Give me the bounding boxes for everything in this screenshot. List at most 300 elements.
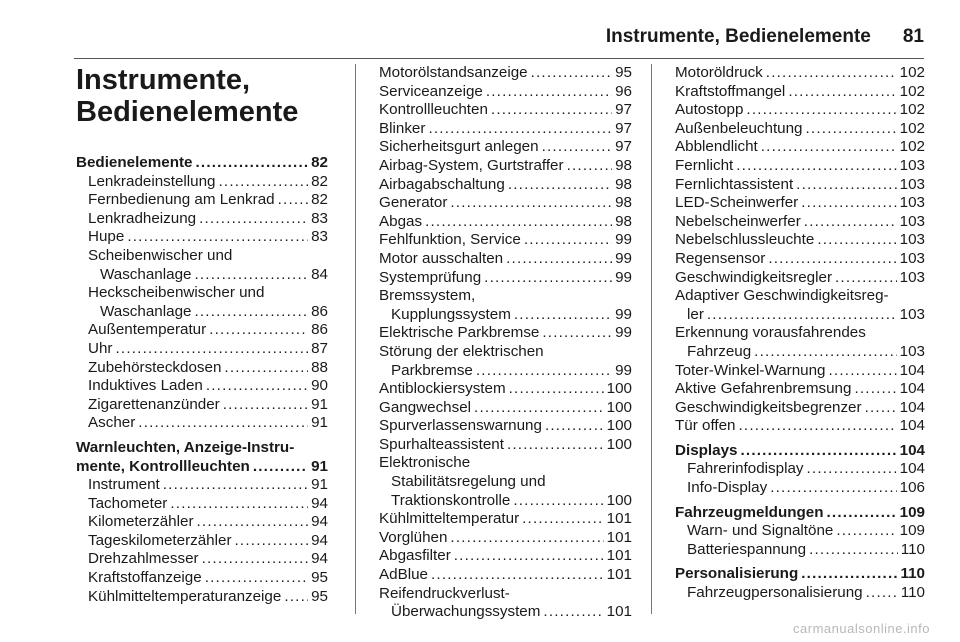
toc-entry-link[interactable] <box>675 64 925 83</box>
dot-leader <box>543 603 603 622</box>
toc-page-number: 104 <box>899 398 925 416</box>
toc-page-number: 99 <box>615 361 632 379</box>
toc-entry-text: Parkbremse <box>391 361 473 379</box>
dot-leader <box>127 228 308 247</box>
toc-entry-text: Traktionskontrolle <box>391 491 511 509</box>
dot-leader <box>206 377 308 396</box>
dot-leader <box>509 380 604 399</box>
dot-leader <box>567 157 613 176</box>
toc-entry-text: Warn- und Signaltöne <box>687 522 834 540</box>
toc-page-number: 101 <box>606 566 632 584</box>
toc-entry-text: Abblendlicht <box>675 138 758 156</box>
toc-page-number: 98 <box>615 175 632 193</box>
toc-page-number: 87 <box>311 339 328 357</box>
toc-entry-link[interactable] <box>76 476 328 495</box>
dot-leader <box>284 588 308 607</box>
header-rule <box>74 58 924 59</box>
toc-entry-text: Bedienelemente <box>76 154 193 171</box>
toc-entry-text: Airbagabschaltung <box>379 175 505 193</box>
toc-entry-text: Nebelschlussleuchte <box>675 231 815 249</box>
dot-leader <box>835 269 897 288</box>
toc-entry-link[interactable] <box>675 231 925 250</box>
toc-page-number: 97 <box>615 119 632 137</box>
toc-page-number: 83 <box>311 209 328 227</box>
dot-leader <box>542 138 613 157</box>
dot-leader <box>817 231 896 250</box>
dot-leader <box>740 442 896 461</box>
toc-list <box>379 64 632 622</box>
toc-entry-text: Tür offen <box>675 417 736 435</box>
toc-page-number: 98 <box>615 156 632 174</box>
toc-entry-link[interactable] <box>675 213 925 232</box>
toc-entry-link[interactable] <box>76 414 328 433</box>
toc-entry-text: Vorglühen <box>379 528 448 546</box>
toc-entry-link[interactable] <box>379 101 632 120</box>
toc-page-number: 104 <box>899 441 925 459</box>
toc-page-number: 102 <box>899 82 925 100</box>
toc-entry-text: Regensensor <box>675 249 766 267</box>
dot-leader <box>507 436 604 455</box>
toc-entry-link[interactable] <box>379 436 632 455</box>
toc-page-number: 101 <box>606 528 632 546</box>
dot-leader <box>115 340 308 359</box>
dot-leader <box>854 380 896 399</box>
toc-entry-text: Elektrische Parkbremse <box>379 324 540 342</box>
chapter-title-line: Instrumente, <box>76 64 251 96</box>
toc-entry-text: Reifendruckverlust- <box>379 584 510 602</box>
dot-leader <box>522 510 604 529</box>
dot-leader <box>796 176 896 195</box>
toc-entry-label <box>379 454 632 473</box>
toc-entry-text: Zubehörsteckdosen <box>88 358 222 376</box>
toc-page-number: 97 <box>615 138 632 156</box>
toc-page-number: 109 <box>899 503 925 521</box>
toc-page-number: 99 <box>615 249 632 267</box>
dot-leader <box>866 584 898 603</box>
toc-page-number: 103 <box>899 194 925 212</box>
toc-entry-link[interactable] <box>675 83 925 102</box>
toc-entry-link[interactable] <box>675 120 925 139</box>
toc-page-number: 90 <box>311 377 328 395</box>
toc-page-number: 86 <box>311 302 328 320</box>
dot-leader <box>278 191 308 210</box>
toc-page-number: 101 <box>606 603 632 621</box>
toc-entry-link[interactable] <box>379 83 632 102</box>
dot-leader <box>195 154 308 173</box>
toc-page-number: 95 <box>615 64 632 81</box>
toc-page-number: 94 <box>311 513 328 531</box>
toc-entry-text: AdBlue <box>379 566 428 584</box>
toc-entry-text: Fehlfunktion, Service <box>379 231 521 249</box>
dot-leader <box>766 64 897 83</box>
toc-entry-text: mente, Kontrollleuchten <box>76 457 250 475</box>
dot-leader <box>827 504 897 523</box>
toc-entry-text: Uhr <box>88 339 113 357</box>
toc-entry-link[interactable] <box>76 228 328 247</box>
dot-leader <box>224 359 308 378</box>
header-title: Instrumente, Bedienelemente <box>605 26 871 47</box>
toc-entry-link[interactable] <box>379 250 632 269</box>
toc-entry-text: Motoröldruck <box>675 64 763 81</box>
toc-entry-label <box>76 439 328 458</box>
toc-entry-link[interactable] <box>675 250 925 269</box>
column-divider <box>651 64 652 614</box>
toc-page-number: 103 <box>899 342 925 360</box>
toc-entry-link[interactable] <box>76 550 328 569</box>
toc-entry-text: Erkennung vorausfahrendes <box>675 324 866 342</box>
toc-entry-text: LED-Scheinwerfer <box>675 194 799 212</box>
toc-entry-label <box>76 284 328 303</box>
toc-page-number: 101 <box>606 547 632 565</box>
column-divider <box>355 64 356 614</box>
dot-leader <box>209 321 308 340</box>
dot-leader <box>486 83 612 102</box>
toc-entry-text: Elektronische <box>379 454 471 472</box>
toc-entry-text: Aktive Gefahrenbremsung <box>675 380 852 398</box>
toc-entry-link[interactable] <box>76 321 328 340</box>
toc-entry-link[interactable] <box>76 588 328 607</box>
dot-leader <box>788 83 896 102</box>
toc-page-number: 100 <box>606 417 632 435</box>
dot-leader <box>506 250 612 269</box>
toc-entry-link[interactable] <box>379 529 632 548</box>
toc-entry-text: Ascher <box>88 414 136 432</box>
toc-page-number: 91 <box>311 395 328 413</box>
toc-entry-text: Kilometerzähler <box>88 513 194 531</box>
dot-leader <box>474 399 604 418</box>
toc-entry-text: Kühlmitteltemperatur <box>379 510 520 528</box>
dot-leader <box>531 64 613 83</box>
toc-page-number: 82 <box>311 172 328 190</box>
toc-entry-link[interactable] <box>379 138 632 157</box>
toc-entry-link[interactable] <box>379 231 632 250</box>
toc-entry-link[interactable] <box>675 479 925 498</box>
toc-page-number: 103 <box>899 268 925 286</box>
dot-leader <box>804 213 897 232</box>
toc-entry-link[interactable] <box>379 603 632 622</box>
toc-entry-link[interactable] <box>675 157 925 176</box>
toc-entry-text: Fahrerinfodisplay <box>687 460 804 478</box>
toc-entry-link[interactable] <box>379 547 632 566</box>
toc-page-number: 96 <box>615 82 632 100</box>
toc-entry-link[interactable] <box>675 138 925 157</box>
toc-entry-link[interactable] <box>675 362 925 381</box>
toc-entry-text: Kühlmitteltemperaturanzeige <box>88 587 282 605</box>
toc-entry-link[interactable] <box>379 120 632 139</box>
toc-page-number: 103 <box>899 305 925 323</box>
toc-entry-link[interactable] <box>675 522 925 541</box>
toc-entry-link[interactable] <box>76 513 328 532</box>
toc-page-number: 100 <box>606 491 632 509</box>
toc-entry-link[interactable] <box>379 157 632 176</box>
toc-entry-link[interactable] <box>379 306 632 325</box>
toc-column-3 <box>675 64 925 603</box>
dot-leader <box>235 532 309 551</box>
toc-page-number: 98 <box>615 212 632 230</box>
toc-entry-text: Blinker <box>379 119 426 137</box>
toc-entry-label <box>76 247 328 266</box>
toc-page-number: 104 <box>899 380 925 398</box>
toc-entry-text: Geschwindigkeitsregler <box>675 268 833 286</box>
toc-entry-text: Motor ausschalten <box>379 249 504 267</box>
dot-leader <box>739 417 897 436</box>
toc-entry-text: Adaptiver Geschwindigkeitsreg- <box>675 287 889 305</box>
toc-entry-link[interactable] <box>675 194 925 213</box>
toc-entry-link[interactable] <box>76 210 328 229</box>
dot-leader <box>770 479 896 498</box>
dot-leader <box>865 399 897 418</box>
toc-page-number: 103 <box>899 212 925 230</box>
toc-entry-text: Waschanlage <box>100 302 192 320</box>
dot-leader <box>524 231 612 250</box>
toc-entry-text: Gangwechsel <box>379 398 472 416</box>
toc-entry-text: Kraftstoffanzeige <box>88 569 202 587</box>
toc-entry-text: Info-Display <box>687 479 768 497</box>
dot-leader <box>170 495 308 514</box>
toc-page-number: 83 <box>311 228 328 246</box>
toc-entry-label <box>675 287 925 306</box>
toc-entry-text: Hupe <box>88 228 125 246</box>
toc-entry-text: Kupplungssystem <box>391 305 511 323</box>
toc-entry-text: Kraftstoffmangel <box>675 82 786 100</box>
toc-page-number: 106 <box>899 479 925 497</box>
dot-leader <box>194 266 308 285</box>
dot-leader <box>542 324 612 343</box>
toc-section-link[interactable] <box>675 442 925 461</box>
toc-entry-text: Waschanlage <box>100 265 192 283</box>
toc-page-number: 99 <box>615 231 632 249</box>
dot-leader <box>836 522 896 541</box>
toc-entry-text: Fernlichtassistent <box>675 175 794 193</box>
toc-entry-link[interactable] <box>675 380 925 399</box>
dot-leader <box>194 303 308 322</box>
dot-leader <box>707 306 897 325</box>
toc-entry-link[interactable] <box>76 359 328 378</box>
toc-entry-link[interactable] <box>379 492 632 511</box>
toc-entry-link[interactable] <box>76 377 328 396</box>
dot-leader <box>202 550 309 569</box>
toc-entry-text: Scheibenwischer und <box>88 246 233 264</box>
toc-entry-text: Tageskilometerzähler <box>88 531 232 549</box>
toc-entry-text: Heckscheibenwischer und <box>88 284 265 302</box>
toc-entry-text: Sicherheitsgurt anlegen <box>379 138 539 156</box>
toc-entry-link[interactable] <box>379 417 632 436</box>
toc-entry-link[interactable] <box>379 213 632 232</box>
dot-leader <box>484 269 612 288</box>
toc-entry-text: Lenkradheizung <box>88 209 197 227</box>
toc-entry-text: Displays <box>675 441 738 459</box>
toc-entry-text: Abgasfilter <box>379 547 451 565</box>
toc-entry-text: Personalisierung <box>675 565 799 583</box>
dot-leader <box>205 569 308 588</box>
toc-entry-text: Drehzahlmesser <box>88 550 199 568</box>
toc-entry-link[interactable] <box>76 495 328 514</box>
toc-entry-text: Störung der elektrischen <box>379 342 544 360</box>
toc-entry-text: Außenbeleuchtung <box>675 119 803 137</box>
chapter-title-line: Bedienelemente <box>76 96 299 128</box>
toc-page-number: 99 <box>615 268 632 286</box>
toc-entry-text: Serviceanzeige <box>379 82 483 100</box>
dot-leader <box>545 417 604 436</box>
toc-page-number: 98 <box>615 194 632 212</box>
watermark: carmanualsonline.info <box>793 621 930 636</box>
toc-entry-link[interactable] <box>76 396 328 415</box>
dot-leader <box>138 414 308 433</box>
toc-page-number: 100 <box>606 435 632 453</box>
toc-entry-label <box>675 324 925 343</box>
dot-leader <box>736 157 896 176</box>
toc-entry-link[interactable] <box>675 417 925 436</box>
toc-page-number: 103 <box>899 231 925 249</box>
toc-page-number: 99 <box>615 305 632 323</box>
toc-page-number: 103 <box>899 156 925 174</box>
toc-entry-link[interactable] <box>379 510 632 529</box>
toc-page-number: 100 <box>606 398 632 416</box>
toc-entry-text: Generator <box>379 194 448 212</box>
dot-leader <box>431 566 604 585</box>
toc-page-number: 91 <box>311 457 328 475</box>
dot-leader <box>801 194 896 213</box>
toc-entry-label <box>379 343 632 362</box>
page-header <box>606 26 924 48</box>
toc-entry-link[interactable] <box>675 460 925 479</box>
toc-column-2 <box>379 64 632 622</box>
toc-entry-text: Induktives Laden <box>88 377 203 395</box>
dot-leader <box>454 547 604 566</box>
toc-entry-text: Warnleuchten, Anzeige-Instru- <box>76 438 295 456</box>
toc-page-number: 95 <box>311 587 328 605</box>
toc-entry-link[interactable] <box>379 269 632 288</box>
toc-page-number: 103 <box>899 175 925 193</box>
toc-section-link[interactable] <box>76 458 328 477</box>
toc-entry-label <box>379 473 632 492</box>
toc-list <box>675 64 925 603</box>
toc-entry-link[interactable] <box>379 380 632 399</box>
dot-leader <box>801 565 897 584</box>
toc-entry-text: Tachometer <box>88 494 168 512</box>
toc-page-number: 91 <box>311 476 328 494</box>
toc-page-number: 102 <box>899 64 925 81</box>
toc-page-number: 84 <box>311 265 328 283</box>
toc-entry-text: ler <box>687 305 704 323</box>
toc-entry-link[interactable] <box>76 303 328 322</box>
toc-entry-text: Nebelscheinwerfer <box>675 212 801 230</box>
page-number: 81 <box>902 26 924 47</box>
toc-entry-text: Instrument <box>88 476 160 494</box>
toc-entry-link[interactable] <box>379 399 632 418</box>
toc-entry-text: Motorölstandsanzeige <box>379 64 528 81</box>
toc-entry-text: Überwachungssystem <box>391 603 541 621</box>
toc-entry-link[interactable] <box>379 64 632 83</box>
toc-page-number: 110 <box>900 540 925 558</box>
toc-entry-text: Stabilitätsregelung und <box>391 473 546 491</box>
toc-entry-link[interactable] <box>675 101 925 120</box>
dot-leader <box>428 120 612 139</box>
toc-page-number: 94 <box>311 494 328 512</box>
toc-entry-link[interactable] <box>379 324 632 343</box>
toc-page-number: 94 <box>311 531 328 549</box>
dot-leader <box>806 120 897 139</box>
dot-leader <box>253 458 308 477</box>
dot-leader <box>199 210 308 229</box>
toc-entry-text: Antiblockiersystem <box>379 380 506 398</box>
toc-entry-link[interactable] <box>675 176 925 195</box>
dot-leader <box>746 101 896 120</box>
toc-entry-text: Außentemperatur <box>88 321 207 339</box>
toc-entry-link[interactable] <box>76 340 328 359</box>
toc-entry-link[interactable] <box>379 362 632 381</box>
dot-leader <box>197 513 309 532</box>
dot-leader <box>425 213 612 232</box>
toc-page-number: 110 <box>900 584 925 602</box>
toc-entry-link[interactable] <box>675 343 925 362</box>
toc-entry-link[interactable] <box>675 584 925 603</box>
dot-leader <box>829 362 897 381</box>
toc-entry-text: Fahrzeugpersonalisierung <box>687 584 863 602</box>
toc-list <box>76 154 328 606</box>
toc-entry-link[interactable] <box>379 194 632 213</box>
toc-page-number: 95 <box>311 569 328 587</box>
dot-leader <box>508 176 612 195</box>
dot-leader <box>163 476 308 495</box>
toc-section-link[interactable] <box>675 565 925 584</box>
toc-entry-link[interactable] <box>76 173 328 192</box>
toc-entry-label <box>379 287 632 306</box>
toc-page-number: 104 <box>899 417 925 435</box>
toc-page-number: 102 <box>899 138 925 156</box>
toc-entry-link[interactable] <box>675 399 925 418</box>
toc-page-number: 104 <box>899 361 925 379</box>
toc-page-number: 109 <box>899 522 925 540</box>
toc-page-number: 103 <box>899 249 925 267</box>
toc-entry-text: Systemprüfung <box>379 268 482 286</box>
dot-leader <box>513 492 603 511</box>
toc-entry-link[interactable] <box>76 532 328 551</box>
toc-section-link[interactable] <box>675 504 925 523</box>
toc-entry-label <box>379 585 632 604</box>
chapter-title <box>76 64 328 128</box>
toc-entry-link[interactable] <box>675 306 925 325</box>
toc-page-number: 101 <box>606 510 632 528</box>
toc-section-link[interactable] <box>76 154 328 173</box>
toc-page-number: 91 <box>311 414 328 432</box>
dot-leader <box>476 362 612 381</box>
toc-entry-link[interactable] <box>76 569 328 588</box>
toc-entry-text: Fahrzeug <box>687 342 752 360</box>
dot-leader <box>807 460 897 479</box>
dot-leader <box>450 529 603 548</box>
toc-entry-text: Abgas <box>379 212 423 230</box>
toc-entry-link[interactable] <box>675 541 925 560</box>
toc-entry-link[interactable] <box>76 191 328 210</box>
toc-entry-text: Fernlicht <box>675 156 734 174</box>
toc-entry-link[interactable] <box>675 269 925 288</box>
toc-page-number: 97 <box>615 101 632 119</box>
dot-leader <box>809 541 898 560</box>
toc-entry-text: Autostopp <box>675 101 744 119</box>
toc-entry-link[interactable] <box>76 266 328 285</box>
dot-leader <box>768 250 896 269</box>
toc-page-number: 82 <box>311 191 328 209</box>
toc-entry-text: Spurverlassenswarnung <box>379 417 542 435</box>
toc-page-number: 86 <box>311 321 328 339</box>
toc-entry-link[interactable] <box>379 176 632 195</box>
toc-entry-text: Kontrollleuchten <box>379 101 488 119</box>
toc-entry-text: Lenkradeinstellung <box>88 172 216 190</box>
toc-page-number: 88 <box>311 358 328 376</box>
toc-entry-link[interactable] <box>379 566 632 585</box>
toc-page-number: 102 <box>899 101 925 119</box>
